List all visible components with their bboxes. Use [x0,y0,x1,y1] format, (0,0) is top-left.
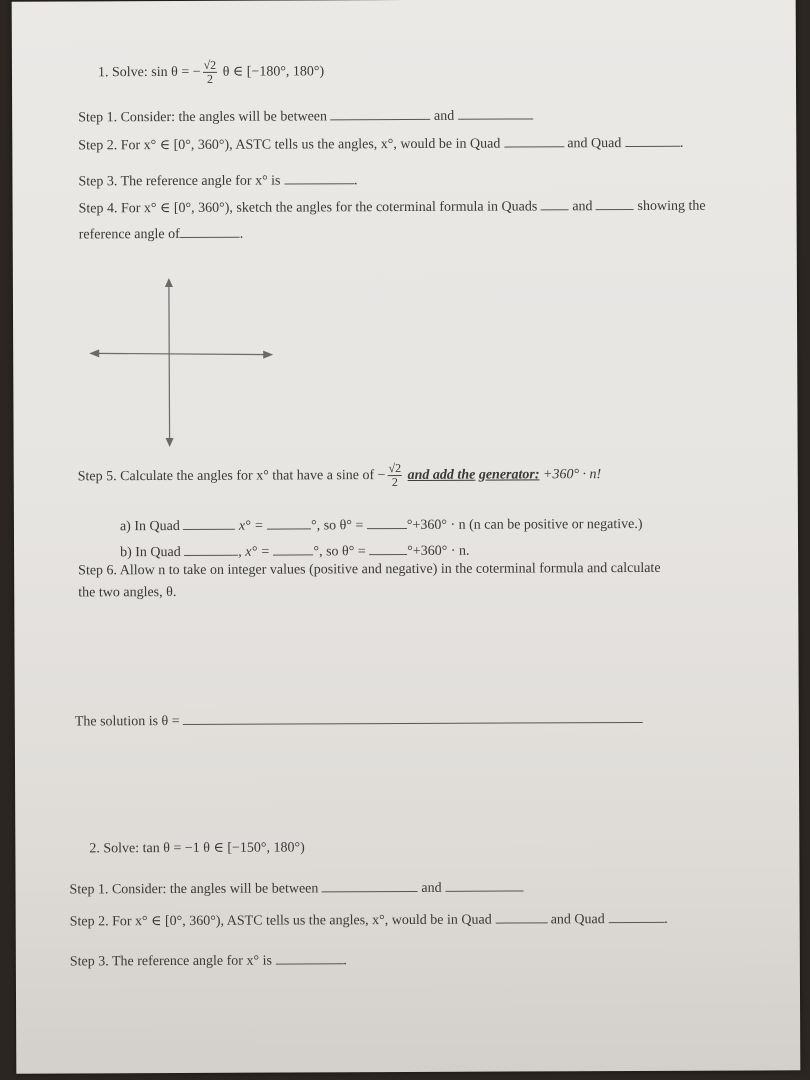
x-axis-left-arrow-icon [89,349,99,357]
p1-step3-blank[interactable] [284,170,354,184]
part-a-theta-blank[interactable] [367,515,407,529]
p2-step-3: Step 3. The reference angle for x° is . [70,950,347,971]
part-a-x-blank[interactable] [267,515,311,529]
p1-step-5: Step 5. Calculate the angles for x° that have a sine of − $\frac{√2}{2}$ and add the generator: +360° · n! [77,461,602,490]
x-axis [95,353,267,356]
y-axis [169,284,170,441]
p1-step4-blank-b[interactable] [596,196,634,210]
p1-step-2: Step 2. For x° ∈ [0°, 360°), ASTC tells us the angles, x°, would be in Quad and Quad . [78,133,683,155]
worksheet-page [12,0,801,1074]
p1-step-1: Step 1. Consider: the angles will be between and [78,105,533,127]
p1-solution-blank[interactable] [183,709,643,725]
y-axis-down-arrow-icon [166,438,174,447]
p2-step2-blank-b[interactable] [608,909,664,923]
y-axis-up-arrow-icon [165,278,173,287]
part-b-quad-blank[interactable] [184,542,238,556]
p2-step1-blank-b[interactable] [445,877,523,891]
p1-step-6-line-2: the two angles, θ. [78,585,177,601]
p2-step3-blank[interactable] [275,950,343,964]
p1-step2-blank-b[interactable] [625,133,680,147]
p1-step1-blank-a[interactable] [330,106,430,120]
p1-step5-part-b: b) In Quad , x° = °, so θ° = °+360° · n. [120,541,470,562]
part-b-theta-blank[interactable] [369,541,407,555]
p1-step-4-line-2: reference angle of . [79,224,244,245]
p2-step1-blank-a[interactable] [322,878,418,892]
part-b-x-blank[interactable] [273,541,313,555]
coordinate-axes[interactable] [87,276,288,449]
x-axis-right-arrow-icon [263,351,273,359]
p1-step-3: Step 3. The reference angle for x° is . [78,170,357,191]
p2-step-1: Step 1. Consider: the angles will be between and [69,877,523,899]
problem-1-equation: 1. Solve: sin θ = − [97,64,201,81]
p1-step5-part-a: a) In Quad x° = °, so θ° = °+360° · n (n can be positive or negative.) [119,516,643,535]
p1-solution: The solution is θ = [75,709,643,731]
p2-step-2: Step 2. For x° ∈ [0°, 360°), ASTC tells us the angles, x°, would be in Quad and Quad . [70,909,668,931]
problem-1-heading [98,58,324,86]
problem-2-equation: 2. Solve: tan θ = −1 θ ∈ [−150°, 180°) [89,840,305,857]
p1-step-4: Step 4. For x° ∈ [0°, 360°), sketch the angles for the coterminal formula in Quads and showing the [79,196,706,219]
p1-step2-blank-a[interactable] [504,133,564,147]
p1-step4-blank-a[interactable] [541,196,569,210]
p1-step4-blank-c[interactable] [180,224,240,238]
problem-1-domain: θ ∈ [−180°, 180°) [222,64,325,80]
p1-step5-fraction: $\frac{√2}{2}$ [388,461,402,490]
part-a-quad-blank[interactable] [183,516,235,530]
p1-step1-blank-b[interactable] [458,105,533,119]
problem-1-fraction: $\frac{√2}{2}$ [203,57,217,87]
p1-step-6: Step 6. Allow n to take on integer values (positive and negative) in the coterminal formula and calculate [78,560,661,579]
p2-step2-blank-a[interactable] [495,909,547,923]
problem-2-heading [89,840,304,858]
